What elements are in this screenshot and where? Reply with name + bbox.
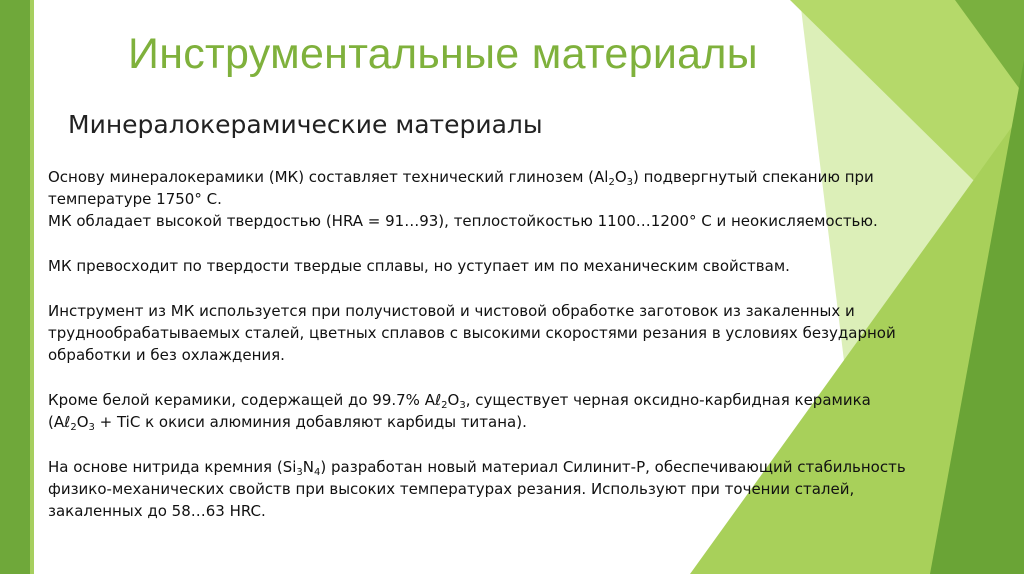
left-edge-inner — [30, 0, 34, 574]
paragraph-1: Основу минералокерамики (МК) составляет технический глинозем $(Al_2O_3)$ подвергнутый спеканию при — [48, 168, 874, 188]
paragraph-5-line-1: Кроме белой керамики, содержащей до 99.7% $A\ell_2O_3$, существует черная оксидно-карбидная керамика — [48, 391, 871, 411]
slide-title: Инструментальные материалы — [128, 30, 758, 78]
paragraph-6-line-2: физико-механических свойств при высоких температурах резания. Используют при точении сталей, — [48, 480, 855, 498]
paragraph-4-line-3: обработки и без охлаждения. — [48, 346, 285, 364]
body-text — [48, 166, 1008, 522]
left-dark-strip — [0, 0, 30, 574]
slide-subtitle: Минералокерамические материалы — [68, 110, 543, 139]
paragraph-1-line-2: температуре 1750° С. — [48, 190, 222, 208]
paragraph-5-line-2: ($A\ell_2O_3$ + TiC к окиси алюминия добавляют карбиды титана). — [48, 413, 527, 433]
paragraph-4-line-2: труднообрабатываемых сталей, цветных сплавов с высокими скоростями резания в условиях безударной — [48, 324, 896, 342]
paragraph-3: МК превосходит по твердости твердые сплавы, но уступает им по механическим свойствам. — [48, 257, 790, 275]
paragraph-6-line-1: На основе нитрида кремния $(Si_3N_4)$ разработан новый материал Силинит-Р, обеспечивающий стабильность — [48, 458, 906, 478]
paragraph-4-line-1: Инструмент из МК используется при получистовой и чистовой обработке заготовок из закаленных и — [48, 302, 855, 320]
paragraph-2: МК обладает высокой твердостью (HRA = 91…93), теплостойкостью 1100…1200° С и неокисляемостью. — [48, 212, 878, 230]
paragraph-6-line-3: закаленных до 58…63 HRC. — [48, 502, 266, 520]
